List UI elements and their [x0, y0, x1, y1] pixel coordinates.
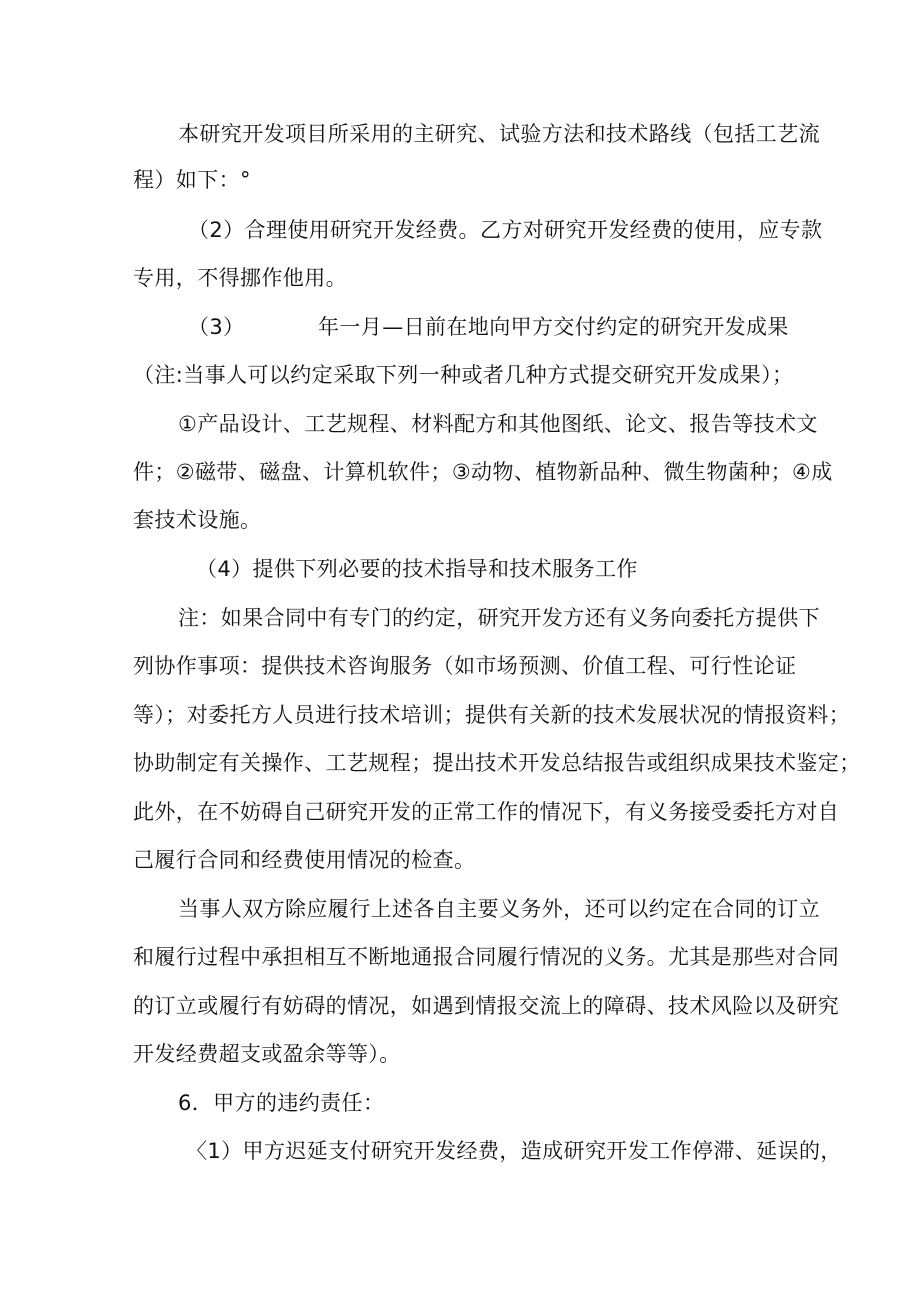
- paragraph-line: 本研究开发项目所采用的主研究、试验方法和技术路线（包括工艺流: [178, 122, 820, 146]
- paragraph-line: 程）如下：°: [133, 168, 251, 192]
- paragraph-line: 当事人双方除应履行上述各自主要义务外，还可以约定在合同的订立: [178, 897, 820, 921]
- paragraph-line: 专用，不得挪作他用。: [133, 266, 347, 290]
- paragraph-line: 的订立或履行有妨碍的情况，如遇到情报交流上的障碍、技术风险以及研究: [133, 994, 840, 1018]
- paragraph-line: 等）；对委托方人员进行技术培训；提供有关新的技术发展状况的情报资料；: [133, 703, 851, 727]
- paragraph-line: 件；②磁带、磁盘、计算机软件；③动物、植物新品种、微生物菌种；④成: [133, 460, 833, 484]
- paragraph-line: 此外，在不妨碍自己研究开发的正常工作的情况下，有义务接受委托方对自: [133, 800, 840, 824]
- paragraph-line: 协助制定有关操作、工艺规程；提出技术开发总结报告或组织成果技术鉴定；: [133, 751, 861, 775]
- paragraph-line: 己履行合同和经费使用情况的检查。: [133, 848, 476, 872]
- paragraph-line: 〈1）甲方迟延支付研究开发经费，造成研究开发工作停滞、延误的，: [186, 1139, 842, 1163]
- paragraph-line: 开发经费超支或盈余等等）。: [133, 1042, 401, 1066]
- paragraph-line: 和履行过程中承担相互不断地通报合同履行情况的义务。尤其是那些对合同: [133, 945, 840, 969]
- paragraph-line: （注:当事人可以约定采取下列一种或者几种方式提交研究开发成果）；: [133, 363, 794, 387]
- paragraph-line: 年一月—日前在地向甲方交付约定的研究开发成果: [318, 315, 789, 339]
- paragraph-line: （3）: [188, 315, 245, 339]
- paragraph-line: 套技术设施。: [133, 508, 262, 532]
- paragraph-line: 列协作事项：提供技术咨询服务（如市场预测、价值工程、可行性论证: [133, 654, 797, 678]
- paragraph-line: 6．甲方的违约责任：: [178, 1091, 385, 1115]
- paragraph-line: ①产品设计、工艺规程、材料配方和其他图纸、论文、报告等技术文: [178, 412, 818, 436]
- paragraph-line: （2）合理使用研究开发经费。乙方对研究开发经费的使用，应专款: [188, 218, 823, 242]
- paragraph-line: （4）提供下列必要的技术指导和技术服务工作: [196, 557, 638, 581]
- paragraph-line: 注：如果合同中有专门的约定，研究开发方还有义务向委托方提供下: [178, 606, 820, 630]
